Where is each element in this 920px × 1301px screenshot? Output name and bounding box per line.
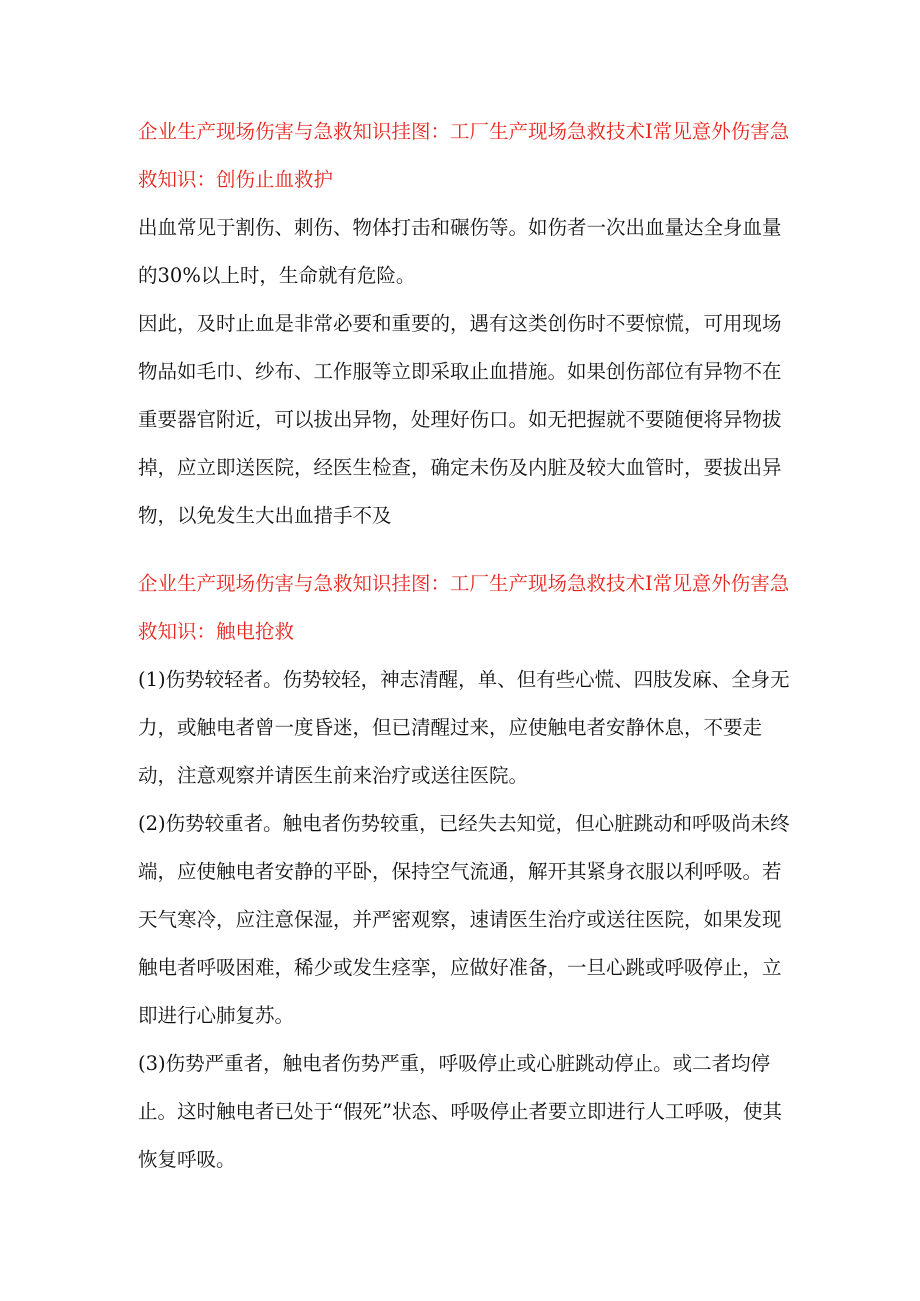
- document-page: [138, 108, 790, 1184]
- section-title: 企业生产现场伤害与急救知识挂图：工厂生产现场急救技术I常见意外伤害急救知识：触电抢救: [138, 572, 790, 643]
- section-wound-bleeding: [138, 108, 790, 540]
- paragraph: (1)伤势较轻者。伤势较轻，神志清醒，单、但有些心慌、四肢发麻、全身无力，或触电者曾一度昏迷，但已清醒过来，应使触电者安静休息，不要走动，注意观察并请医生前来治疗或送往医院。: [138, 668, 790, 787]
- section-title: 企业生产现场伤害与急救知识挂图：工厂生产现场急救技术I常见意外伤害急救知识：创伤止血救护: [138, 120, 790, 191]
- paragraph: (2)伤势较重者。触电者伤势较重，已经失去知觉，但心脏跳动和呼吸尚未终端，应使触电者安静的平卧，保持空气流通，解开其紧身衣服以利呼吸。若天气寒冷，应注意保湿，并严密观察，速请医生治疗或送往医院，如果发现触电者呼吸困难，稀少或发生痉挛，应做好准备，一旦心跳或呼吸停止，立即进行心肺复苏。: [138, 812, 790, 1027]
- paragraph: 因此，及时止血是非常必要和重要的，遇有这类创伤时不要惊慌，可用现场物品如毛巾、纱布、工作服等立即采取止血措施。如果创伤部位有异物不在重要器官附近，可以拔出异物，处理好伤口。如无把握就不要随便将异物拔掉，应立即送医院，经医生检查，确定未伤及内脏及较大血管时，要拔出异物，以免发生大出血措手不及: [138, 312, 782, 527]
- paragraph: 出血常见于割伤、刺伤、物体打击和碾伤等。如伤者一次出血量达全身血量的30%以上时，生命就有危险。: [138, 216, 782, 287]
- paragraph: (3)伤势严重者，触电者伤势严重，呼吸停止或心脏跳动停止。或二者均停止。这时触电者已处于“假死”状态、呼吸停止者要立即进行人工呼吸，使其恢复呼吸。: [138, 1052, 782, 1171]
- section-electric-shock: [138, 560, 790, 1184]
